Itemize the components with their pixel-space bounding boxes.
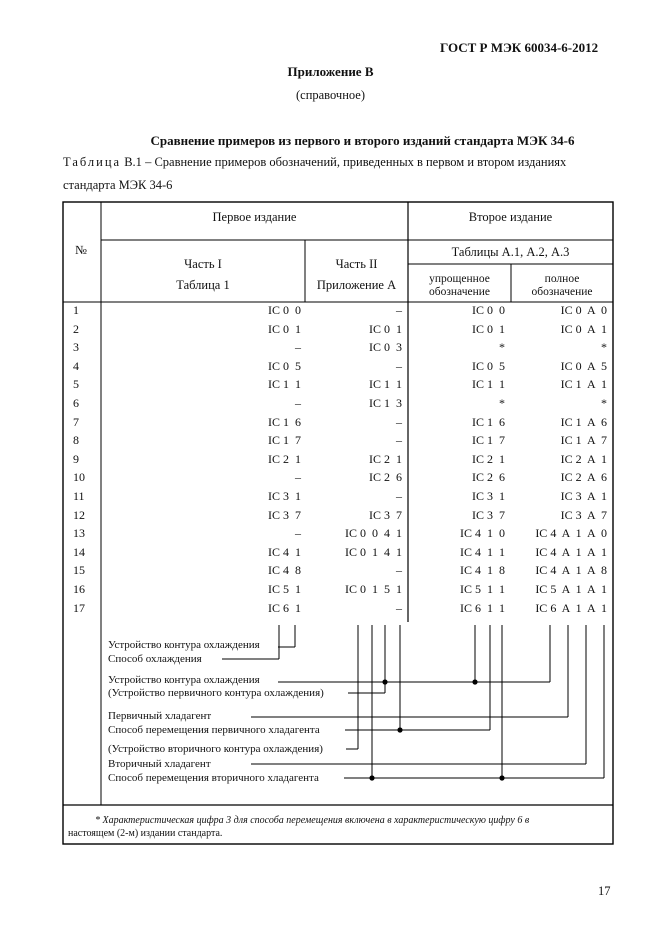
- simplified-cell: IC 1 1: [472, 377, 505, 392]
- first-edition-header: Первое издание: [212, 210, 297, 224]
- row-number: 2: [73, 321, 79, 336]
- legend-line-1: Устройство контура охлаждения: [108, 639, 260, 651]
- part2-cell: IC 2 6: [369, 470, 402, 485]
- simplified-line1: упрощенное: [429, 273, 490, 285]
- appendix-subtitle: (справочное): [295, 88, 366, 102]
- part2-cell: IC 0 0 4 1: [345, 526, 402, 541]
- row-number: 4: [73, 358, 79, 373]
- part1-cell: IC 4 1: [268, 544, 301, 559]
- full-cell: *: [601, 396, 607, 410]
- row-number: 9: [73, 451, 79, 466]
- row-number: 15: [73, 563, 85, 578]
- part2-cell: –: [396, 563, 402, 578]
- part2-cell: –: [396, 414, 402, 429]
- full-cell: IC 4 A 1 A 8: [535, 563, 607, 578]
- simplified-cell: IC 2 1: [472, 451, 505, 466]
- legend-line-5: Первичный хладагент: [108, 710, 212, 722]
- full-cell: IC 1 A 7: [560, 433, 607, 448]
- page-number: 17: [598, 884, 611, 898]
- part2-cell: IC 1 1: [369, 377, 402, 392]
- row-number: 17: [73, 600, 85, 615]
- row-number: 7: [73, 414, 79, 429]
- second-edition-header: Второе издание: [468, 210, 553, 224]
- part2-cell: IC 0 3: [369, 340, 402, 355]
- full-cell: IC 5 A 1 A 1: [535, 582, 607, 596]
- simplified-cell: IC 5 1 1: [460, 582, 505, 596]
- caption-text: – Сравнение примеров обозначений, приведенных в первом и втором изданиях: [141, 155, 567, 169]
- part1-cell: IC 0 5: [268, 358, 301, 373]
- part2-cell: IC 0 1: [369, 321, 402, 336]
- part1-cell: IC 6 1: [268, 600, 301, 615]
- part2-cell: IC 0 1 4 1: [345, 544, 402, 559]
- simplified-cell: IC 1 7: [472, 433, 505, 448]
- part2-cell: IC 2 1: [369, 451, 402, 466]
- simplified-cell: IC 0 0: [472, 303, 505, 317]
- part2-cell: –: [396, 489, 402, 503]
- part2-cell: IC 0 1 5 1: [345, 582, 402, 596]
- legend-line-7: (Устройство вторичного контура охлаждения): [108, 743, 323, 755]
- simplified-line2: обозначение: [429, 286, 490, 298]
- full-cell: IC 0 A 1: [560, 321, 607, 336]
- row-number: 6: [73, 396, 79, 410]
- part1-cell: –: [295, 340, 301, 355]
- part1-cell: IC 2 1: [268, 451, 301, 466]
- standard-header: ГОСТ Р МЭК 60034-6-2012: [440, 40, 599, 55]
- part1-cell: –: [295, 470, 301, 485]
- part1-cell: IC 3 1: [268, 489, 301, 503]
- part2-subheader: Приложение А: [316, 278, 397, 292]
- full-cell: IC 0 A 5: [560, 358, 607, 373]
- row-number: 16: [73, 582, 85, 596]
- row-number: 8: [73, 433, 79, 448]
- full-cell: IC 3 A 1: [560, 489, 607, 503]
- row-number: 12: [73, 507, 85, 522]
- simplified-cell: IC 0 1: [472, 321, 505, 336]
- row-number: 5: [73, 377, 79, 392]
- simplified-cell: IC 3 7: [472, 507, 505, 522]
- legend-line-6: Способ перемещения первичного хладагента: [108, 724, 320, 736]
- part1-header: Часть I: [184, 257, 222, 271]
- full-cell: IC 4 A 1 A 0: [535, 526, 607, 541]
- part1-cell: IC 0 1: [268, 321, 301, 336]
- simplified-cell: IC 4 1 0: [460, 526, 505, 541]
- full-cell: IC 2 A 6: [560, 470, 607, 485]
- caption-number: В.1: [124, 155, 142, 169]
- full-cell: IC 0 A 0: [560, 303, 607, 317]
- row-number: 3: [73, 340, 79, 355]
- full-cell: IC 1 A 1: [560, 377, 607, 392]
- caption-label: Таблица: [63, 155, 122, 169]
- table-caption-line2: стандарта МЭК 34-6: [63, 178, 173, 192]
- full-cell: *: [601, 340, 607, 355]
- full-cell: IC 1 A 6: [560, 414, 607, 429]
- footnote-line-2: настоящем (2-м) издании стандарта.: [68, 828, 223, 839]
- part1-cell: IC 1 6: [268, 414, 301, 429]
- simplified-cell: IC 2 6: [472, 470, 505, 485]
- simplified-cell: *: [499, 340, 505, 355]
- simplified-cell: IC 4 1 8: [460, 563, 505, 578]
- full-line2: обозначение: [531, 286, 593, 298]
- part1-cell: IC 1 7: [268, 433, 301, 448]
- full-header: [511, 273, 613, 299]
- legend-line-2: Способ охлаждения: [108, 653, 202, 665]
- row-number: 14: [73, 544, 85, 559]
- part2-cell: –: [396, 358, 402, 373]
- full-cell: IC 6 A 1 A 1: [535, 600, 607, 615]
- legend-line-4: (Устройство первичного контура охлаждения): [108, 687, 324, 699]
- simplified-cell: *: [499, 396, 505, 410]
- section-title: Сравнение примеров из первого и второго изданий стандарта МЭК 34-6: [150, 133, 575, 148]
- legend-line-3: Устройство контура охлаждения: [108, 674, 260, 686]
- part2-cell: –: [396, 303, 402, 317]
- row-number: 13: [73, 526, 85, 541]
- part1-cell: IC 1 1: [268, 377, 301, 392]
- full-cell: IC 4 A 1 A 1: [535, 544, 607, 559]
- appendix-title: Приложение В: [287, 64, 374, 79]
- simplified-cell: IC 0 5: [472, 358, 505, 373]
- part1-subheader: Таблица 1: [176, 278, 230, 292]
- row-number: 11: [73, 489, 85, 503]
- part2-header: Часть II: [335, 257, 378, 271]
- part1-cell: IC 4 8: [268, 563, 301, 578]
- simplified-cell: IC 1 6: [472, 414, 505, 429]
- row-number: 1: [73, 303, 79, 317]
- simplified-cell: IC 6 1 1: [460, 600, 505, 615]
- full-cell: IC 3 A 7: [560, 507, 607, 522]
- tables-ref-header: Таблицы А.1, А.2, А.3: [451, 245, 570, 259]
- simplified-header: [408, 273, 511, 299]
- part2-cell: IC 3 7: [369, 507, 402, 522]
- part1-cell: IC 0 0: [268, 303, 301, 317]
- part1-cell: –: [295, 396, 301, 410]
- part1-cell: –: [295, 526, 301, 541]
- part1-cell: IC 3 7: [268, 507, 301, 522]
- full-cell: IC 2 A 1: [560, 451, 607, 466]
- row-number: 10: [73, 470, 85, 485]
- footnote-line-1: * Характеристическая цифра 3 для способа перемещения включена в характеристическую цифру 6 в: [95, 815, 530, 826]
- part1-cell: IC 5 1: [268, 582, 301, 596]
- part2-cell: –: [396, 433, 402, 448]
- full-line1: полное: [544, 273, 580, 285]
- part2-cell: –: [396, 600, 402, 615]
- simplified-cell: IC 4 1 1: [460, 544, 505, 559]
- simplified-cell: IC 3 1: [472, 489, 505, 503]
- legend-line-9: Способ перемещения вторичного хладагента: [108, 772, 319, 784]
- part2-cell: IC 1 3: [369, 396, 402, 410]
- col-number-header: №: [75, 243, 87, 257]
- legend-line-8: Вторичный хладагент: [108, 758, 211, 770]
